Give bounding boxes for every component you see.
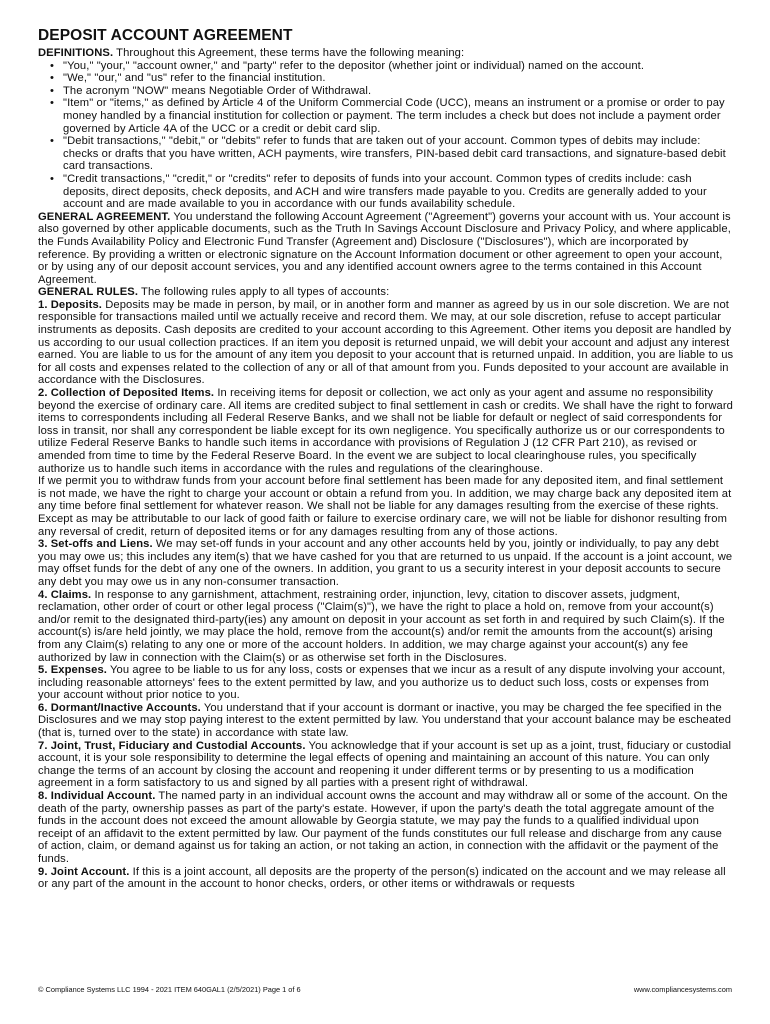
section-text: In receiving items for deposit or collection, we act only as your agent and assume no responsibility beyond the exercise of ordinary care. All items are credited subject to final settlement in cash or credits. We shall have the right to forward items to correspondents including all Federal Reserve Banks, and we shall not be liable for default or neglect of said correspondents for loss in transit, nor shall any correspondent be liable except for its own negligence. You specifically authorize us or our correspondents to utilize Federal Reserve Banks to handle such items in accordance with provisions of Regulation J (12 CFR Part 210), as revised or amended from time to time by the Federal Reserve Board. In the event we are subject to local clearinghouse rules, you specifically authorize us to handle such items in accordance with the rules and regulations of the clearinghouse. [38,387,733,475]
section-collection-continued [38,475,734,538]
definition-item: • "Item" or "items," as defined by Article 4 of the Uniform Commercial Code (UCC), means an instrument or a promise or order to pay money handled by a financial institution for collection or payment. The term includes a check but does not include a payment order governed by Article 4A of the UCC or a credit or debit card slip. [63,97,734,135]
section-heading: 9. Joint Account. [38,865,130,878]
section-text: The named party in an individual account owns the account and may withdraw all or some of the account. On the death of the party, ownership passes as part of the party's estate. However, if upon the party's death the total aggregate amount of the funds in the account does not exceed the amount allowable by Georgia statute, we may pay the funds to a qualified individual upon receipt of an affidavit to the extent permitted by law. Our payment of the funds constitutes our full release and discharge from any cause of action, claim, or demand against us for taking an action, or not taking an action, in connection with the affidavit or the payment of the funds. [38,790,728,865]
general-agreement-text: You understand the following Account Agreement ("Agreement") governs your account with us. Your account is also governed by other applicable documents, such as the Truth In Savings Account Disclosure and Privacy Policy, and where applicable, the Funds Availability Policy and Electronic Fund Transfer (Agreement and) Disclosure ("Disclosures"), which are incorporated by reference. By providing a written or electronic signature on the Account Information document or other agreement to open your account, or by using any of our deposit account services, you and any identified account owners agree to the terms contained in this Account Agreement. [38,210,731,286]
page-title: DEPOSIT ACCOUNT AGREEMENT [38,27,293,44]
definition-item: • "We," "our," and "us" refer to the financial institution. [63,72,734,85]
section-text: We may set-off funds in your account and any other accounts held by you, jointly or individually, to pay any debt you may owe us; this includes any item(s) that we have cashed for you that are returned to us unpaid. If the account is a joint account, we may offset funds for the debt of any one of the owners. In addition, you grant to us a security interest in your deposit accounts to secure any debt you may owe us in any non-consumer transaction. [38,538,733,588]
general-agreement-heading: GENERAL AGREEMENT. [38,210,171,223]
section-dormant [38,702,734,740]
section-expenses [38,664,734,702]
section-text: You acknowledge that if your account is set up as a joint, trust, fiduciary or custodial account, it is your sole responsibility to determine the legal effects of opening and maintaining an account of this nature. You can only change the terms of an account by closing the account and reopening it under different terms or by presenting to us a modification agreement in a form satisfactory to us and signed by all parties with a present right of withdrawal. [38,739,732,790]
general-rules-heading: GENERAL RULES. [38,286,139,299]
definitions-intro [38,47,734,60]
section-heading: 6. Dormant/Inactive Accounts. [38,701,201,714]
section-heading: 7. Joint, Trust, Fiduciary and Custodial Accounts. [38,739,306,752]
section-joint-trust [38,740,734,790]
definitions-heading: DEFINITIONS. [38,47,114,59]
section-deposits [38,299,734,387]
section-heading: 8. Individual Account. [38,790,156,803]
footer-website: www.compliancesystems.com [633,985,732,994]
general-agreement-paragraph [38,211,734,287]
section-text: If this is a joint account, all deposits are the property of the person(s) indicated on the account and we may release all or any part of the amount in the account to honor checks, orders, or other items or withdrawals or requests [38,865,726,891]
section-text: Deposits may be made in person, by mail, or in another form and manner as agreed by us in our sole discretion. We are not responsible for transactions mailed until we actually receive and record them. We may, at our sole discretion, refuse to accept particular instruments as deposits. Cash deposits are credited to your account according to this Agreement. Other items you deposit are handled by us according to our usual collection practices. If an item you deposit is returned unpaid, we will debit your account and adjust any interest earned. You are liable to us for the amount of any item you deposit to your account that is returned unpaid. In addition, you are liable to us for all costs and expenses related to the collection of any or all of that amount from you. Funds deposited to your account are available in accordance with the Disclosures. [38,298,734,387]
general-rules-text: The following rules apply to all types of accounts: [138,286,390,299]
footer-copyright: © Compliance Systems LLC 1994 - 2021 ITEM 640GAL1 (2/5/2021) Page 1 of 6 [38,985,301,994]
section-heading: 2. Collection of Deposited Items. [38,387,215,400]
section-collection [38,387,734,475]
section-text: You understand that if your account is dormant or inactive, you may be charged the fee specified in the Disclosures and we may stop paying interest to the extent permitted by law. You understand that your account balance may be escheated (that is, turned over to the state) in accordance with state law. [38,701,732,740]
section-heading: 4. Claims. [38,588,92,601]
definition-item: • "Debit transactions," "debit," or "debits" refer to funds that are taken out of your account. Common types of debits may include: checks or drafts that you have written, ACH payments, wire transfers, PIN-based debit card transactions, and signature-based debit card transactions. [63,135,734,173]
definition-item: • "You," "your," "account owner," and "party" refer to the depositor (whether joint or individual) named on the account. [63,60,734,73]
section-text: If we permit you to withdraw funds from your account before final settlement has been made for any deposited item, and final settlement is not made, we have the right to charge your account or obtain a refund from you. In addition, we may charge back any deposited item at any time before final settlement for whatever reason. We shall not be liable for any damages resulting from the exercise of these rights. Except as may be attributable to our lack of good faith or failure to exercise ordinary care, we will not be liable for dishonor resulting from any reversal of credit, return of deposited items or for any damages resulting from any of those actions. [38,475,732,538]
section-text: You agree to be liable to us for any loss, costs or expenses that we incur as a result of any dispute involving your account, including reasonable attorneys' fees to the extent permitted by law, and you authorize us to deduct such loss, costs or expenses from your account without prior notice to you. [38,664,726,702]
definitions-list [38,60,734,211]
section-claims [38,589,734,665]
general-rules-paragraph [38,286,734,299]
section-heading: 3. Set-offs and Liens. [38,538,153,551]
section-individual [38,790,734,866]
definitions-intro-text: Throughout this Agreement, these terms have the following meaning: [113,47,465,59]
definition-item: • "Credit transactions," "credit," or "credits" refer to deposits of funds into your account. Common types of credits include: cash deposits, direct deposits, check deposits, and ACH and wire transfers made payable to you. Credits are generally added to your account and are made available to you in accordance with our funds availability schedule. [63,173,734,211]
section-joint-account [38,866,734,891]
section-heading: 1. Deposits. [38,298,102,311]
section-heading: 5. Expenses. [38,664,107,677]
definition-item: • The acronym "NOW" means Negotiable Order of Withdrawal. [63,85,734,98]
section-text: In response to any garnishment, attachment, restraining order, injunction, levy, citation to discover assets, judgment, reclamation, other order of court or other legal process ("Claim(s)"), we have the right to place a hold on, remove from your account(s) and/or remit to the designated third-party(ies) any amount on deposit in your account as set forth in and required by such Claim(s). If the account(s) is/are held jointly, we may place the hold, remove from the account(s) and/or remit the amounts from the account(s) arising from any Claim(s) relating to any one or more of the account holders. In addition, we may charge against your account(s) any fee authorized by law in connection with the Claim(s) or as otherwise set forth in the Disclosures. [38,588,725,664]
section-setoffs [38,538,734,588]
page-footer [38,985,732,994]
agreement-page [38,26,734,891]
